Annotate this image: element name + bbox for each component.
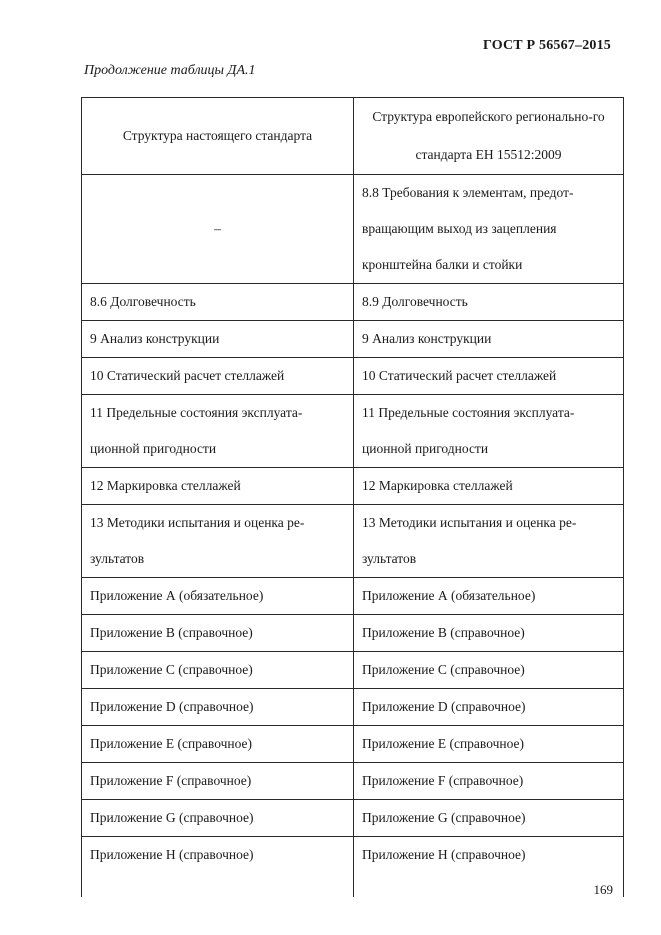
- column-header-european-standard: Структура европейского регионально-го стандарта ЕН 15512:2009: [354, 98, 624, 175]
- table-row: [82, 505, 624, 578]
- table-header-row: [82, 98, 624, 175]
- table-cell-european: 8.9 Долговечность: [354, 284, 624, 321]
- table-row: [82, 763, 624, 800]
- table-cell-european: 9 Анализ конструкции: [354, 321, 624, 358]
- table-cell-current: 11 Предельные состояния эксплуата-ционной пригодности: [82, 395, 354, 468]
- table-row: [82, 689, 624, 726]
- table-row: [82, 175, 624, 284]
- table-cell-current: Приложение F (справочное): [82, 763, 354, 800]
- table-cell-european: 11 Предельные состояния эксплуата-ционной пригодности: [354, 395, 624, 468]
- table-row: [82, 652, 624, 689]
- table-row: [82, 615, 624, 652]
- table-cell-european: Приложение F (справочное): [354, 763, 624, 800]
- table-cell-current: Приложение А (обязательное): [82, 578, 354, 615]
- table-cell-current: Приложение В (справочное): [82, 615, 354, 652]
- correspondence-table: [81, 97, 624, 897]
- table-row: [82, 837, 624, 898]
- table-cell-european: 13 Методики испытания и оценка ре-зультатов: [354, 505, 624, 578]
- table-cell-current: 8.6 Долговечность: [82, 284, 354, 321]
- table-cell-european: Приложение С (справочное): [354, 652, 624, 689]
- table-row: [82, 468, 624, 505]
- table-cell-current: Приложение С (справочное): [82, 652, 354, 689]
- table-cell-current: 10 Статический расчет стеллажей: [82, 358, 354, 395]
- table-cell-european: 8.8 Требования к элементам, предот-вращающим выход из зацепления кронштейна балки и стойки: [354, 175, 624, 284]
- table-cell-current: 13 Методики испытания и оценка ре-зультатов: [82, 505, 354, 578]
- table-row: [82, 395, 624, 468]
- table-cell-european: 12 Маркировка стеллажей: [354, 468, 624, 505]
- table-cell-european: Приложение Н (справочное): [354, 837, 624, 898]
- table-row: [82, 726, 624, 763]
- table-row: [82, 321, 624, 358]
- column-header-current-standard: Структура настоящего стандарта: [82, 98, 354, 175]
- table-cell-current: Приложение Н (справочное): [82, 837, 354, 898]
- table-cell-current: –: [82, 175, 354, 284]
- table-cell-european: Приложение А (обязательное): [354, 578, 624, 615]
- table-cell-current: 9 Анализ конструкции: [82, 321, 354, 358]
- page-number: 169: [593, 882, 613, 897]
- table-row: [82, 284, 624, 321]
- table-cell-current: 12 Маркировка стеллажей: [82, 468, 354, 505]
- table-cell-current: Приложение G (справочное): [82, 800, 354, 837]
- document-standard-code: ГОСТ Р 56567–2015: [482, 38, 611, 53]
- table-caption: Продолжение таблицы ДА.1: [84, 63, 256, 78]
- table-cell-european: Приложение G (справочное): [354, 800, 624, 837]
- table-row: [82, 578, 624, 615]
- table-cell-current: Приложение Е (справочное): [82, 726, 354, 763]
- table-cell-european: 10 Статический расчет стеллажей: [354, 358, 624, 395]
- table-row: [82, 358, 624, 395]
- table-row: [82, 800, 624, 837]
- table-cell-current: Приложение D (справочное): [82, 689, 354, 726]
- table-cell-european: Приложение D (справочное): [354, 689, 624, 726]
- table-cell-european: Приложение Е (справочное): [354, 726, 624, 763]
- table-cell-european: Приложение В (справочное): [354, 615, 624, 652]
